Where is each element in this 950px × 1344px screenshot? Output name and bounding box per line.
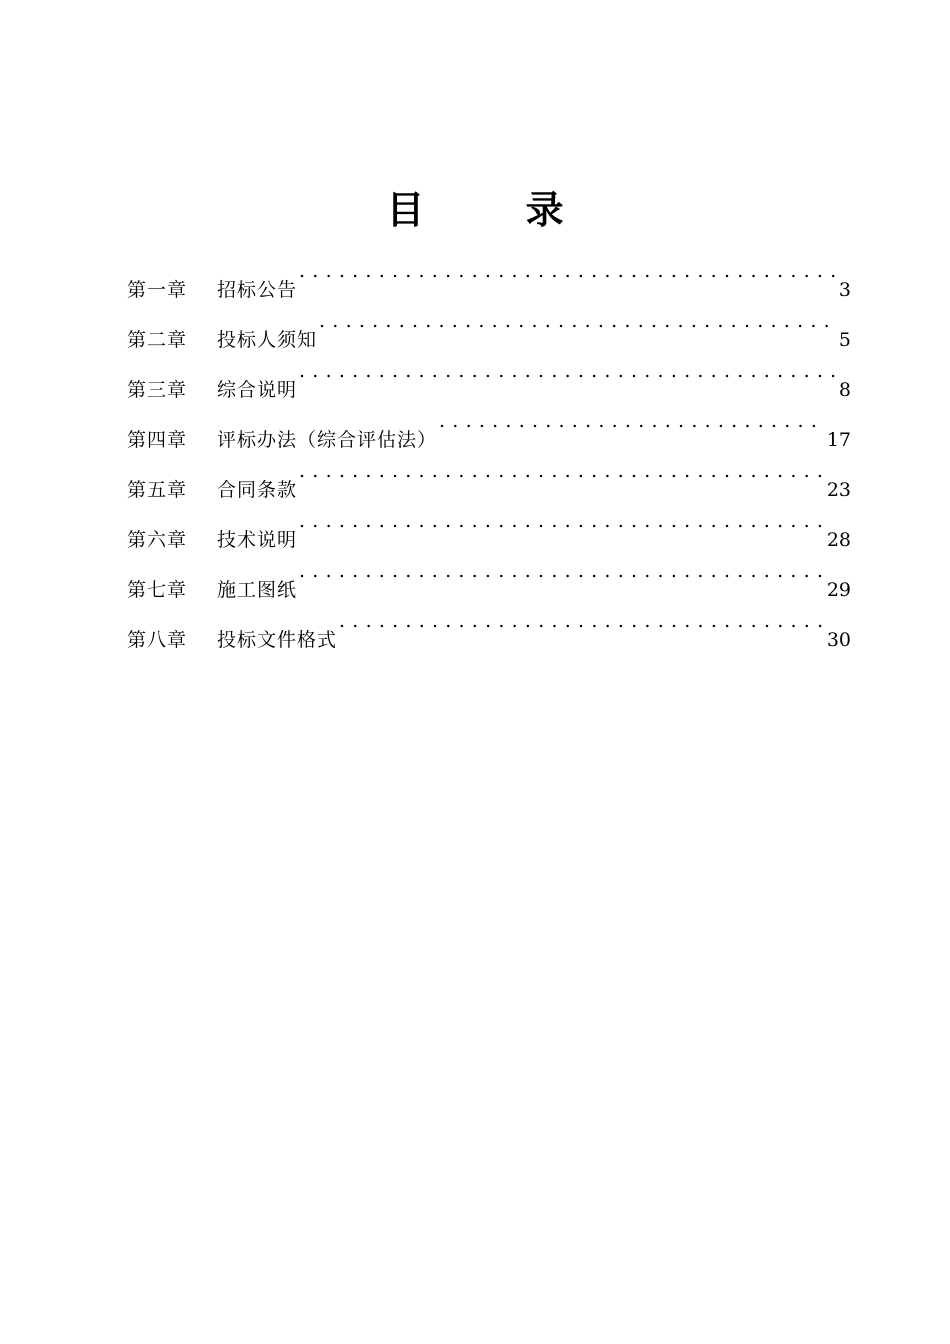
chapter-number: 第二章 (127, 329, 188, 351)
chapter-title: 技术说明 (217, 529, 298, 551)
dot-leader (439, 396, 825, 446)
page-number: 29 (826, 579, 851, 601)
page-number: 28 (826, 529, 851, 551)
dot-leader (299, 546, 825, 596)
dot-leader (299, 346, 837, 396)
page-number: 23 (826, 479, 851, 501)
chapter-title: 投标文件格式 (217, 629, 338, 651)
page-number: 5 (838, 329, 851, 351)
chapter-number: 第七章 (127, 579, 188, 601)
chapter-title: 投标人须知 (217, 329, 318, 351)
chapter-title: 评标办法（综合评估法） (217, 429, 438, 451)
dot-leader (319, 296, 837, 346)
chapter-title: 综合说明 (217, 379, 298, 401)
chapter-number: 第五章 (127, 479, 188, 501)
dot-leader (299, 496, 825, 546)
page-number: 3 (838, 279, 851, 301)
page-number: 30 (826, 629, 851, 651)
toc-entry[interactable] (127, 246, 851, 301)
chapter-number: 第六章 (127, 529, 188, 551)
chapter-number: 第一章 (127, 279, 188, 301)
chapter-title: 招标公告 (217, 279, 298, 301)
chapter-title: 施工图纸 (217, 579, 298, 601)
chapter-number: 第三章 (127, 379, 188, 401)
chapter-number: 第八章 (127, 629, 188, 651)
dot-leader (339, 596, 825, 646)
chapter-title: 合同条款 (217, 479, 298, 501)
page-number: 17 (826, 429, 851, 451)
page-number: 8 (838, 379, 851, 401)
toc-list (127, 246, 851, 651)
dot-leader (299, 246, 837, 296)
toc-title: 目 录 (386, 188, 608, 232)
chapter-number: 第四章 (127, 429, 188, 451)
dot-leader (299, 446, 825, 496)
